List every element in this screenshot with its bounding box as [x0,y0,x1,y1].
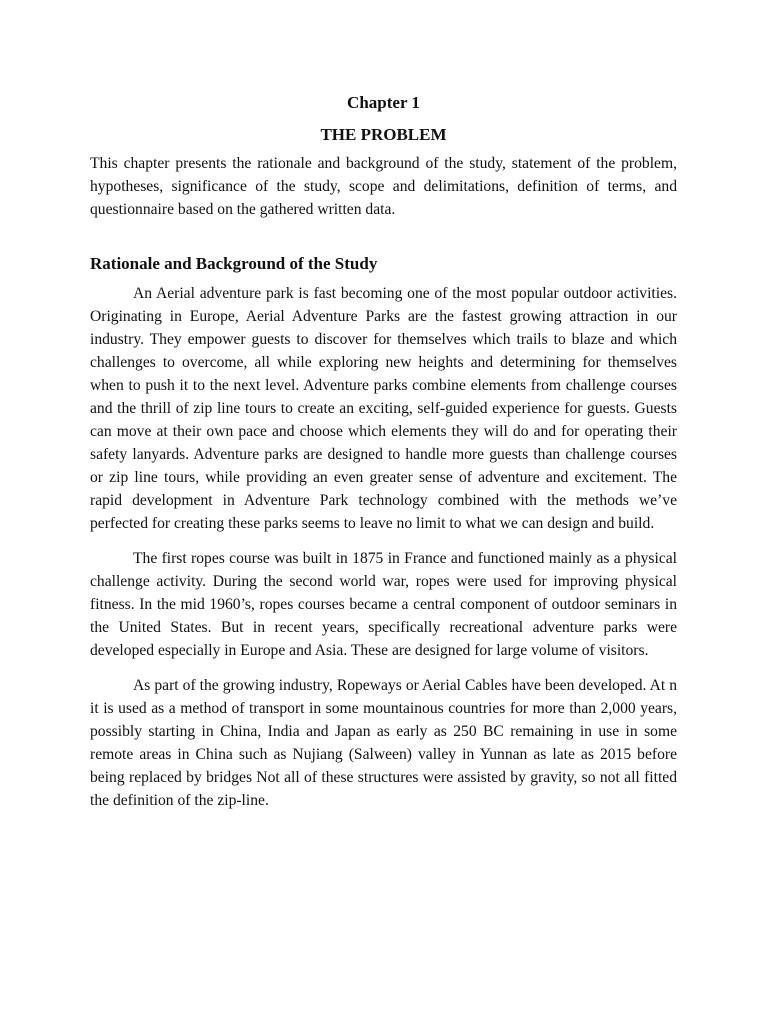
body-paragraph-2: The first ropes course was built in 1875 in France and functioned mainly as a physical challenge activity. During the second world war, ropes were used for improving physical fitness. In the mid 1960’s, ropes courses became a central component of outdoor seminars in the United States. But in recent years, specifically recreational adventure parks were developed especially in Europe and Asia. These are designed for large volume of visitors. [90,550,677,659]
body-paragraph-3: As part of the growing industry, Ropeways or Aerial Cables have been developed. At n it is used as a method of transport in some mountainous countries for more than 2,000 years, possibly starting in China, India and Japan as early as 250 BC remaining in use in some remote areas in China such as Nujiang (Salween) valley in Yunnan as late as 2015 before being replaced by bridges Not all of these structures were assisted by gravity, so not all fitted the definition of the zip-line. [90,677,677,809]
intro-paragraph: This chapter presents the rationale and background of the study, statement of the problem, hypotheses, significance of the study, scope and delimitations, definition of terms, and questionnaire based on the gathered written data. [90,155,677,218]
body-paragraph-1: An Aerial adventure park is fast becoming one of the most popular outdoor activities. Originating in Europe, Aerial Adventure Parks are the fastest growing attraction in our industry. They empower guests to discover for themselves which trails to blaze and which challenges to overcome, all while exploring new heights and determining for themselves when to push it to the next level. Adventure parks combine elements from challenge courses and the thrill of zip line tours to create an exciting, self-guided experience for guests. Guests can move at their own pace and choose which elements they will do and for operating their safety lanyards. Adventure parks are designed to handle more guests than challenge courses or zip line tours, while providing an even greater sense of adventure and excitement. The rapid development in Adventure Park technology combined with the methods we’ve perfected for creating these parks seems to leave no limit to what we can design and build. [90,285,677,532]
section-heading: Rationale and Background of the Study [90,254,378,273]
chapter-number: Chapter 1 [347,93,420,112]
document-page [90,92,677,824]
chapter-title: THE PROBLEM [320,125,447,144]
